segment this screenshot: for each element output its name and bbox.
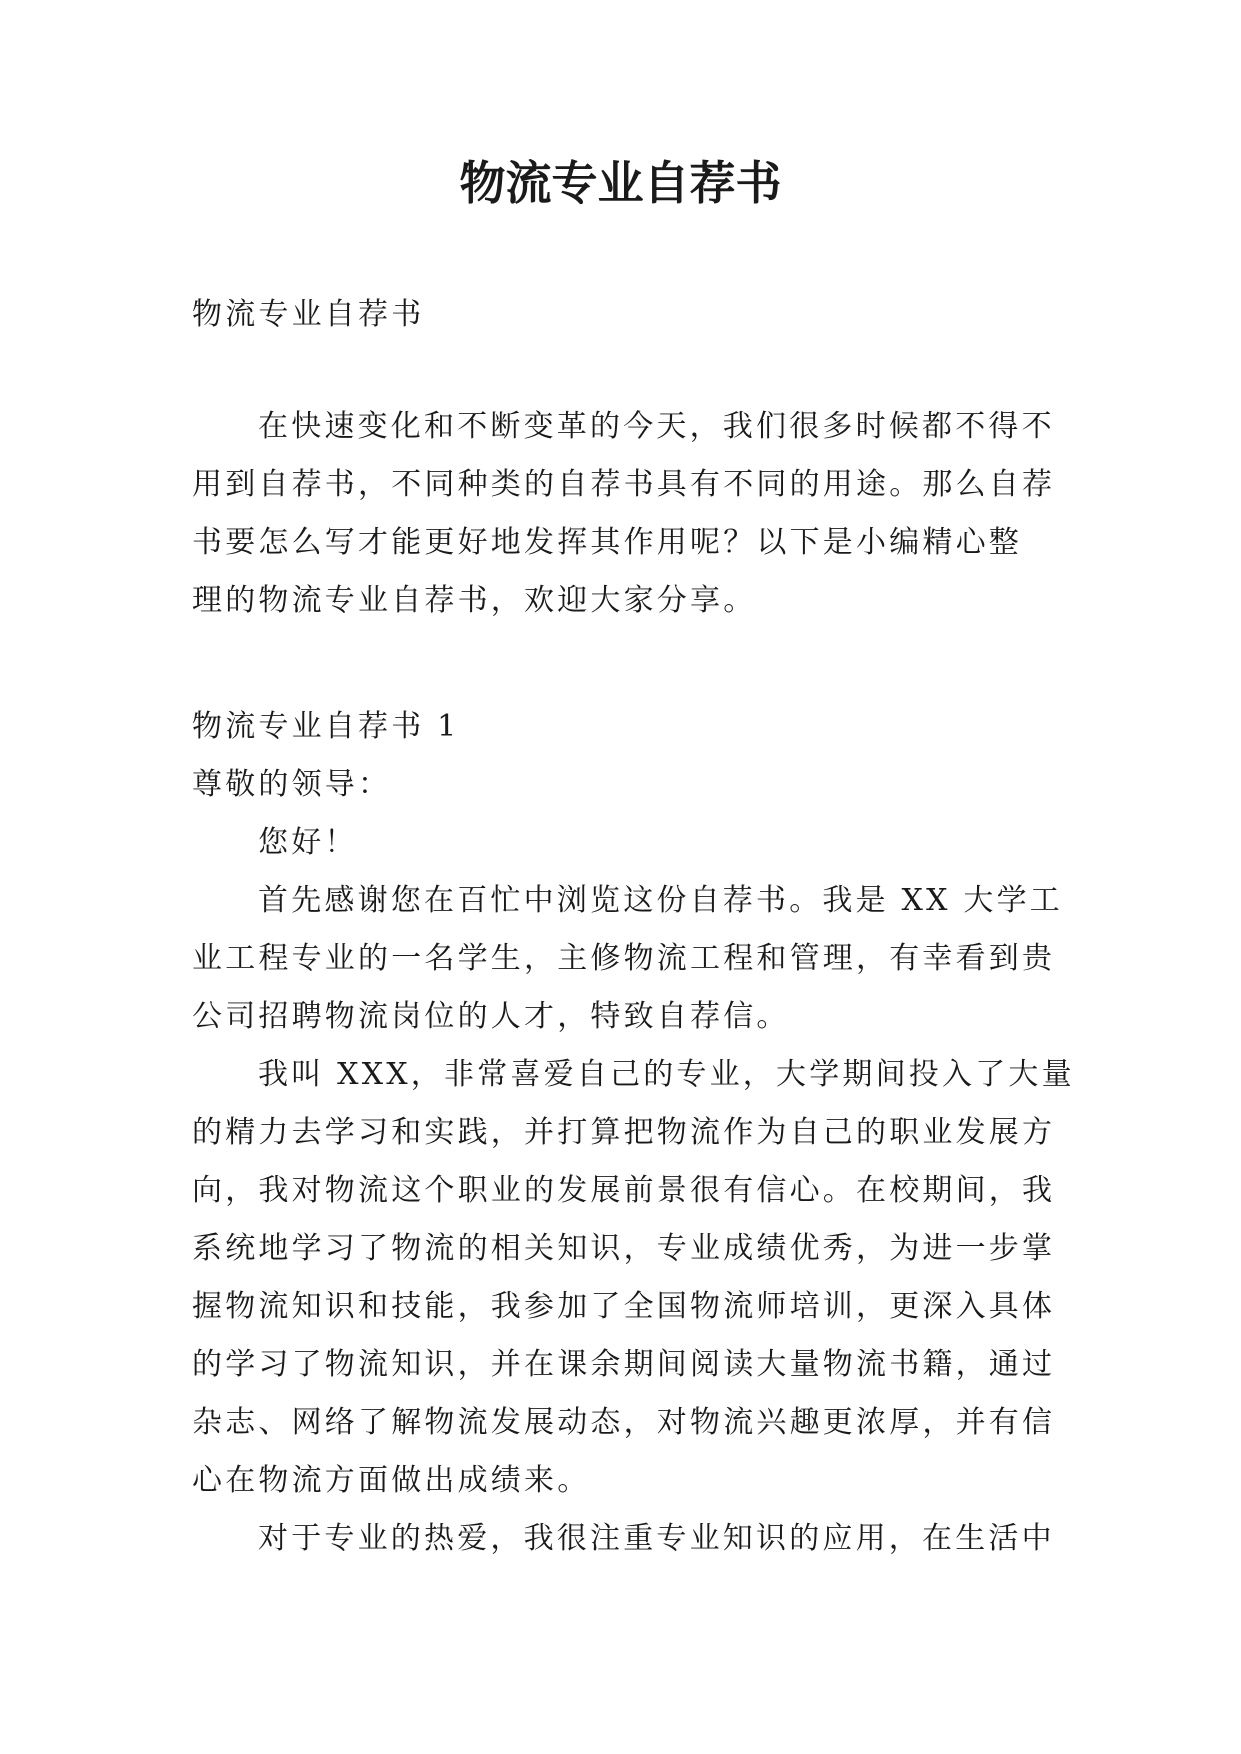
paragraph-1 bbox=[192, 872, 1072, 1046]
paragraph-line: 的学习了物流知识，并在课余期间阅读大量物流书籍，通过 bbox=[192, 1347, 1056, 1382]
intro-line: 理的物流专业自荐书，欢迎大家分享。 bbox=[192, 583, 757, 618]
paragraph-line: 系统地学习了物流的相关知识，专业成绩优秀，为进一步掌 bbox=[192, 1231, 1056, 1266]
intro-line: 用到自荐书，不同种类的自荐书具有不同的用途。那么自荐 bbox=[192, 467, 1056, 502]
paragraph-line: 的精力去学习和实践，并打算把物流作为自己的职业发展方 bbox=[192, 1115, 1056, 1150]
document-title: 物流专业自荐书 bbox=[459, 156, 782, 210]
greeting-text: 您好！ bbox=[258, 825, 358, 860]
paragraph-2 bbox=[192, 1046, 1075, 1510]
paragraph-line: 心在物流方面做出成绩来。 bbox=[192, 1463, 591, 1498]
paragraph-line: 业工程专业的一名学生，主修物流工程和管理，有幸看到贵 bbox=[192, 941, 1056, 976]
intro-paragraph bbox=[192, 398, 1072, 630]
paragraph-3 bbox=[192, 1510, 1072, 1568]
paragraph-line: 对于专业的热爱，我很注重专业知识的应用，在生活中 bbox=[258, 1521, 1055, 1556]
salutation: 尊敬的领导： bbox=[192, 767, 392, 802]
greeting bbox=[192, 814, 1072, 872]
paragraph-line: 握物流知识和技能，我参加了全国物流师培训，更深入具体 bbox=[192, 1289, 1056, 1324]
paragraph-line: 首先感谢您在百忙中浏览这份自荐书。我是 XX 大学工 bbox=[258, 883, 1063, 918]
paragraph-line: 公司招聘物流岗位的人才，特致自荐信。 bbox=[192, 999, 790, 1034]
letter-heading: 物流专业自荐书 1 bbox=[192, 709, 460, 744]
intro-line: 在快速变化和不断变革的今天，我们很多时候都不得不 bbox=[258, 409, 1055, 444]
intro-line: 书要怎么写才能更好地发挥其作用呢？以下是小编精心整 bbox=[192, 525, 1022, 560]
paragraph-line: 我叫 XXX，非常喜爱自己的专业，大学期间投入了大量 bbox=[258, 1057, 1075, 1092]
document-subtitle: 物流专业自荐书 bbox=[192, 297, 425, 332]
paragraph-line: 向，我对物流这个职业的发展前景很有信心。在校期间，我 bbox=[192, 1173, 1056, 1208]
paragraph-line: 杂志、网络了解物流发展动态，对物流兴趣更浓厚，并有信 bbox=[192, 1405, 1056, 1440]
